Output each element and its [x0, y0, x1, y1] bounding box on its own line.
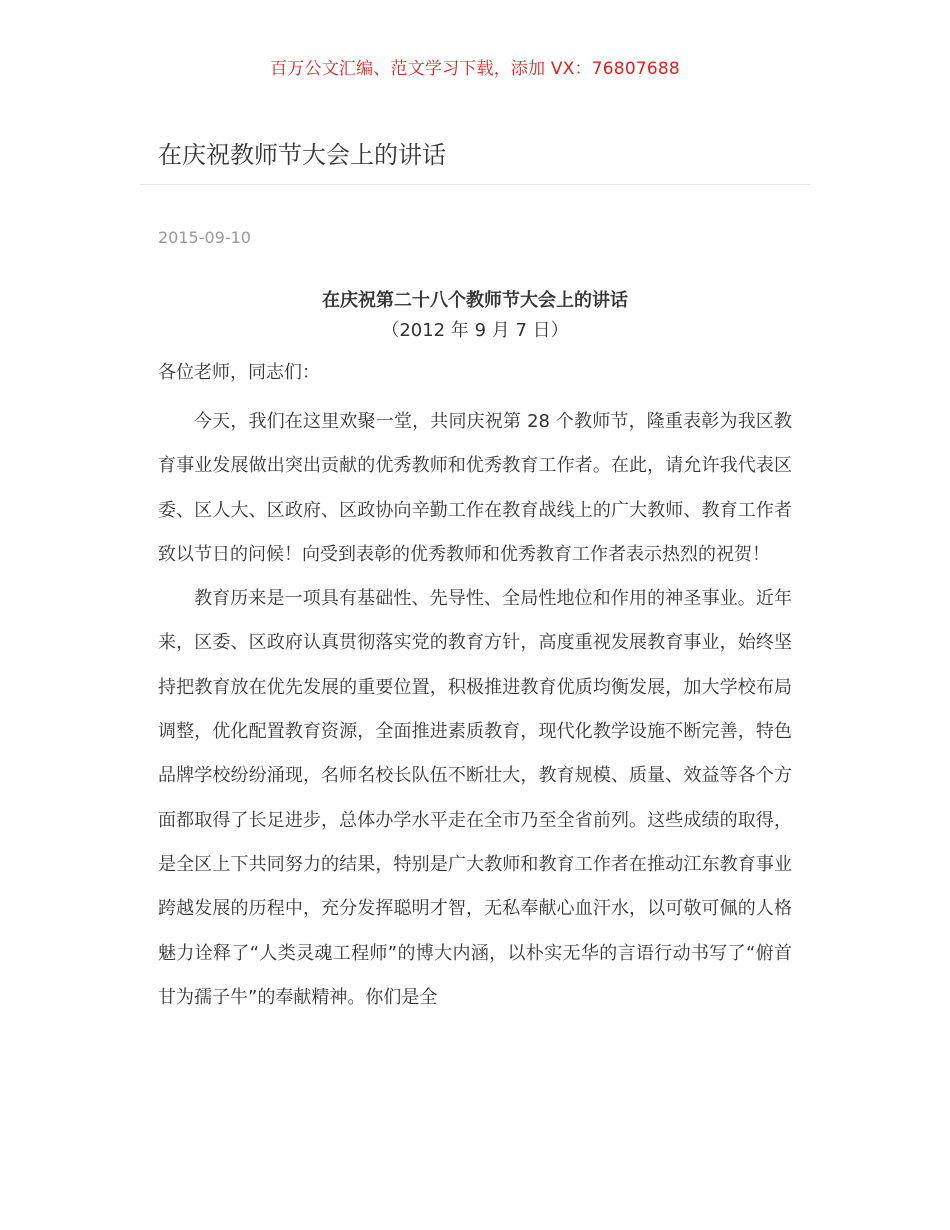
- article-date-line: （2012 年 9 月 7 日）: [381, 320, 569, 341]
- paragraph: 教育历来是一项具有基础性、先导性、全局性地位和作用的神圣事业。近年来，区委、区政府认真贯彻落实党的教育方针，高度重视发展教育事业，始终坚持把教育放在优先发展的重要位置，积极推进教育优质均衡发展，加大学校布局调整，优化配置教育资源，全面推进素质教育，现代化教学设施不断完善，特色品牌学校纷纷涌现，名师名校长队伍不断壮大，教育规模、质量、效益等各个方面都取得了长足进步，总体办学水平走在全市乃至全省前列。这些成绩的取得，是全区上下共同努力的结果，特别是广大教师和教育工作者在推动江东教育事业跨越发展的历程中，充分发挥聪明才智，无私奉献心血汗水，以可敬可佩的人格魅力诠释了“人类灵魂工程师”的博大内涵，以朴实无华的言语行动书写了“俯首甘为孺子牛”的奉献精神。你们是全: [158, 588, 792, 1008]
- title-divider: [140, 184, 810, 185]
- page-title: 在庆祝教师节大会上的讲话: [158, 141, 446, 169]
- promo-banner: 百万公文汇编、范文学习下载，添加 VX：76807688: [270, 59, 680, 79]
- article-body: [158, 286, 792, 1020]
- publish-date: 2015-09-10: [158, 228, 251, 247]
- article-heading: 在庆祝第二十八个教师节大会上的讲话: [322, 290, 628, 311]
- salutation: 各位老师，同志们：: [158, 362, 320, 383]
- paragraph: 今天，我们在这里欢聚一堂，共同庆祝第 28 个教师节，隆重表彰为我区教育事业发展做出突出贡献的优秀教师和优秀教育工作者。在此，请允许我代表区委、区人大、区政府、区政协向辛勤工作在教育战线上的广大教师、教育工作者致以节日的问候！向受到表彰的优秀教师和优秀教育工作者表示热烈的祝贺！: [158, 411, 792, 565]
